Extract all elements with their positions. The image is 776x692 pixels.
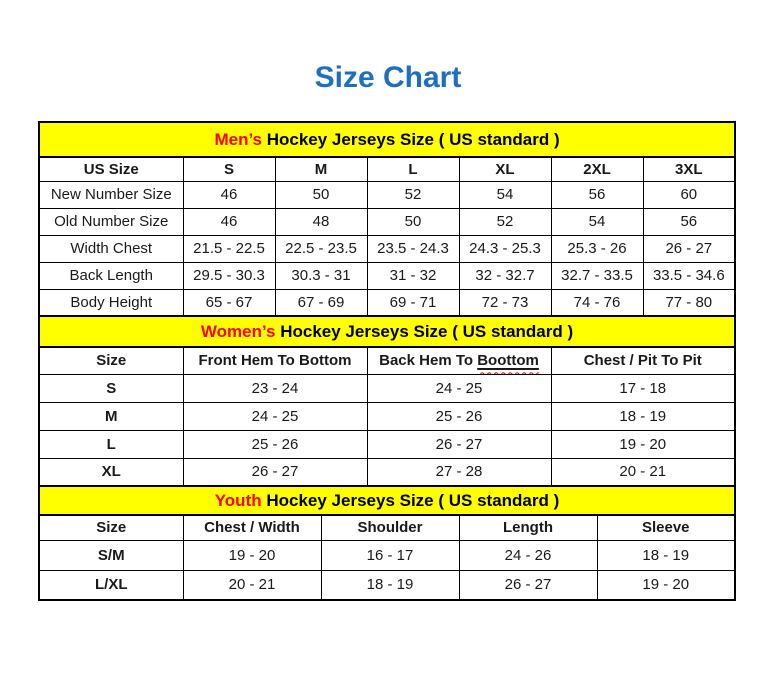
value-cell: 26 - 27 [183, 458, 367, 486]
value-cell: 22.5 - 23.5 [275, 235, 367, 262]
value-cell: 26 - 27 [643, 235, 735, 262]
table-row [39, 374, 735, 402]
value-cell: 18 - 19 [551, 402, 735, 430]
value-cell: 77 - 80 [643, 289, 735, 316]
table-row [39, 262, 735, 289]
value-cell: 25 - 26 [367, 402, 551, 430]
column-header: XL [459, 157, 551, 181]
table-row [39, 430, 735, 458]
value-cell: 25 - 26 [183, 430, 367, 458]
value-cell: 65 - 67 [183, 289, 275, 316]
column-header: Size [39, 347, 183, 374]
column-header: M [275, 157, 367, 181]
value-cell: 27 - 28 [367, 458, 551, 486]
back-hem-prefix: Back Hem To [379, 352, 478, 370]
column-header: L [367, 157, 459, 181]
value-cell: 54 [459, 181, 551, 208]
column-header: S [183, 157, 275, 181]
value-cell: 16 - 17 [321, 540, 459, 570]
value-cell: 23.5 - 24.3 [367, 235, 459, 262]
value-cell: 17 - 18 [551, 374, 735, 402]
value-cell: 32 - 32.7 [459, 262, 551, 289]
row-label-cell: L/XL [39, 570, 183, 600]
column-header: Chest / Width [183, 515, 321, 540]
womens-band-title [39, 316, 735, 347]
table-row [39, 458, 735, 486]
column-header: US Size [39, 157, 183, 181]
youth-band-row [39, 486, 735, 515]
value-cell: 72 - 73 [459, 289, 551, 316]
value-cell: 20 - 21 [183, 570, 321, 600]
column-header: Shoulder [321, 515, 459, 540]
column-header: Length [459, 515, 597, 540]
value-cell: 56 [643, 208, 735, 235]
value-cell: 24 - 25 [367, 374, 551, 402]
row-label-cell: M [39, 402, 183, 430]
value-cell: 50 [275, 181, 367, 208]
mens-size-table [38, 121, 736, 317]
womens-band-rest: Hockey Jerseys Size ( US standard ) [275, 321, 574, 341]
value-cell: 19 - 20 [551, 430, 735, 458]
value-cell: 69 - 71 [367, 289, 459, 316]
value-cell: 32.7 - 33.5 [551, 262, 643, 289]
value-cell: 48 [275, 208, 367, 235]
row-label-cell: Body Height [39, 289, 183, 316]
value-cell: 19 - 20 [183, 540, 321, 570]
row-label-cell: Width Chest [39, 235, 183, 262]
value-cell: 52 [367, 181, 459, 208]
youth-band-title [39, 486, 735, 515]
column-header: Size [39, 515, 183, 540]
mens-band-title [39, 122, 735, 157]
youth-size-table [38, 485, 736, 601]
value-cell: 19 - 20 [597, 570, 735, 600]
value-cell: 67 - 69 [275, 289, 367, 316]
value-cell: 21.5 - 22.5 [183, 235, 275, 262]
value-cell: 24 - 26 [459, 540, 597, 570]
youth-band-rest: Hockey Jerseys Size ( US standard ) [261, 490, 560, 510]
row-label-cell: S [39, 374, 183, 402]
misspelled-word-underline [477, 352, 539, 369]
womens-size-table [38, 315, 736, 487]
youth-header-row [39, 515, 735, 540]
value-cell: 26 - 27 [367, 430, 551, 458]
table-row [39, 235, 735, 262]
mens-header-row [39, 157, 735, 181]
row-label-cell: XL [39, 458, 183, 486]
column-header: 2XL [551, 157, 643, 181]
table-row [39, 208, 735, 235]
value-cell: 56 [551, 181, 643, 208]
table-row [39, 181, 735, 208]
value-cell: 31 - 32 [367, 262, 459, 289]
value-cell: 20 - 21 [551, 458, 735, 486]
value-cell: 23 - 24 [183, 374, 367, 402]
misspelled-word: Boottom [477, 352, 539, 370]
value-cell: 60 [643, 181, 735, 208]
table-row [39, 570, 735, 600]
value-cell: 50 [367, 208, 459, 235]
table-row [39, 402, 735, 430]
value-cell: 25.3 - 26 [551, 235, 643, 262]
value-cell: 24.3 - 25.3 [459, 235, 551, 262]
column-header: 3XL [643, 157, 735, 181]
youth-band-accent: Youth [214, 490, 262, 510]
womens-band-row [39, 316, 735, 347]
row-label-cell: Old Number Size [39, 208, 183, 235]
table-row [39, 540, 735, 570]
womens-header-row [39, 347, 735, 374]
row-label-cell: New Number Size [39, 181, 183, 208]
page-title: Size Chart [314, 61, 462, 94]
value-cell: 46 [183, 181, 275, 208]
row-label-cell: Back Length [39, 262, 183, 289]
value-cell: 30.3 - 31 [275, 262, 367, 289]
column-header [367, 347, 551, 374]
column-header: Front Hem To Bottom [183, 347, 367, 374]
table-row [39, 289, 735, 316]
column-header: Sleeve [597, 515, 735, 540]
value-cell: 26 - 27 [459, 570, 597, 600]
mens-band-row [39, 122, 735, 157]
value-cell: 52 [459, 208, 551, 235]
value-cell: 46 [183, 208, 275, 235]
value-cell: 33.5 - 34.6 [643, 262, 735, 289]
value-cell: 29.5 - 30.3 [183, 262, 275, 289]
row-label-cell: S/M [39, 540, 183, 570]
value-cell: 24 - 25 [183, 402, 367, 430]
value-cell: 18 - 19 [597, 540, 735, 570]
mens-band-accent: Men’s [214, 129, 262, 149]
womens-band-accent: Women’s [200, 321, 276, 341]
mens-band-rest: Hockey Jerseys Size ( US standard ) [262, 129, 560, 149]
value-cell: 18 - 19 [321, 570, 459, 600]
value-cell: 54 [551, 208, 643, 235]
value-cell: 74 - 76 [551, 289, 643, 316]
size-tables-container [38, 121, 734, 601]
column-header: Chest / Pit To Pit [551, 347, 735, 374]
row-label-cell: L [39, 430, 183, 458]
